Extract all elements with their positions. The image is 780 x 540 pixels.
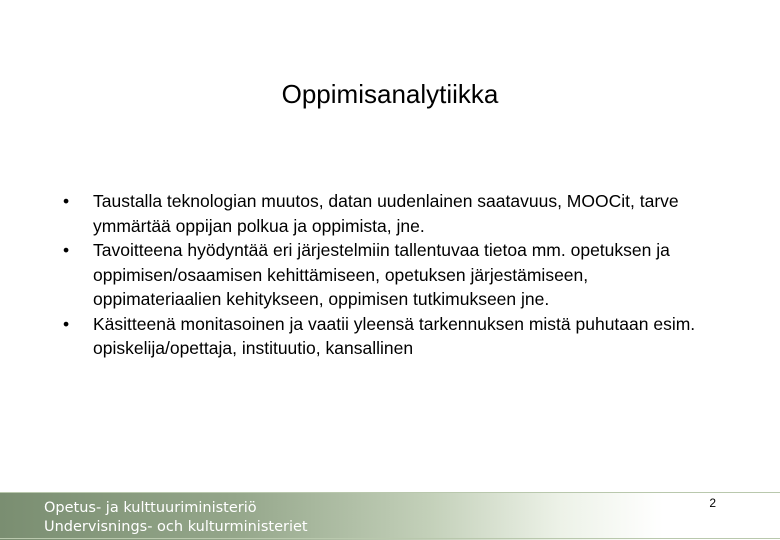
bullet-marker: • [63,240,70,260]
bullet-list [63,189,703,361]
page-number: 2 [709,496,716,510]
ministry-name-sv: Undervisnings- och kulturministeriet [44,519,308,535]
bullet-item [63,312,703,361]
footer-divider [0,492,780,493]
bullet-text: Käsitteenä monitasoinen ja vaatii yleensä tarkennuksen mistä puhutaan esim. opiskelija/opettaja, instituutio, kansallinen [93,313,696,358]
bullet-marker: • [63,191,70,211]
footer-band [0,492,780,540]
bullet-text: Tavoitteena hyödyntää eri järjestelmiin tallentuvaa tietoa mm. opetuksen ja oppimisen/osaamisen kehittämiseen, opetuksen järjestämiseen, oppimateriaalien kehitykseen, oppimisen tutkimukseen jne. [93,240,670,309]
slide-title: Oppimisanalytiikka [281,79,499,109]
bullet-marker: • [63,313,70,334]
bullet-text: Taustalla teknologian muutos, datan uudenlainen saatavuus, MOOCit, tarve ymmärtää oppijan polkua ja oppimista, jne. [93,191,679,236]
bullet-item [63,189,703,238]
footer-divider [0,538,780,539]
ministry-name-fi: Opetus- ja kulttuuriministeriö [44,500,257,516]
bullet-item [63,238,703,312]
